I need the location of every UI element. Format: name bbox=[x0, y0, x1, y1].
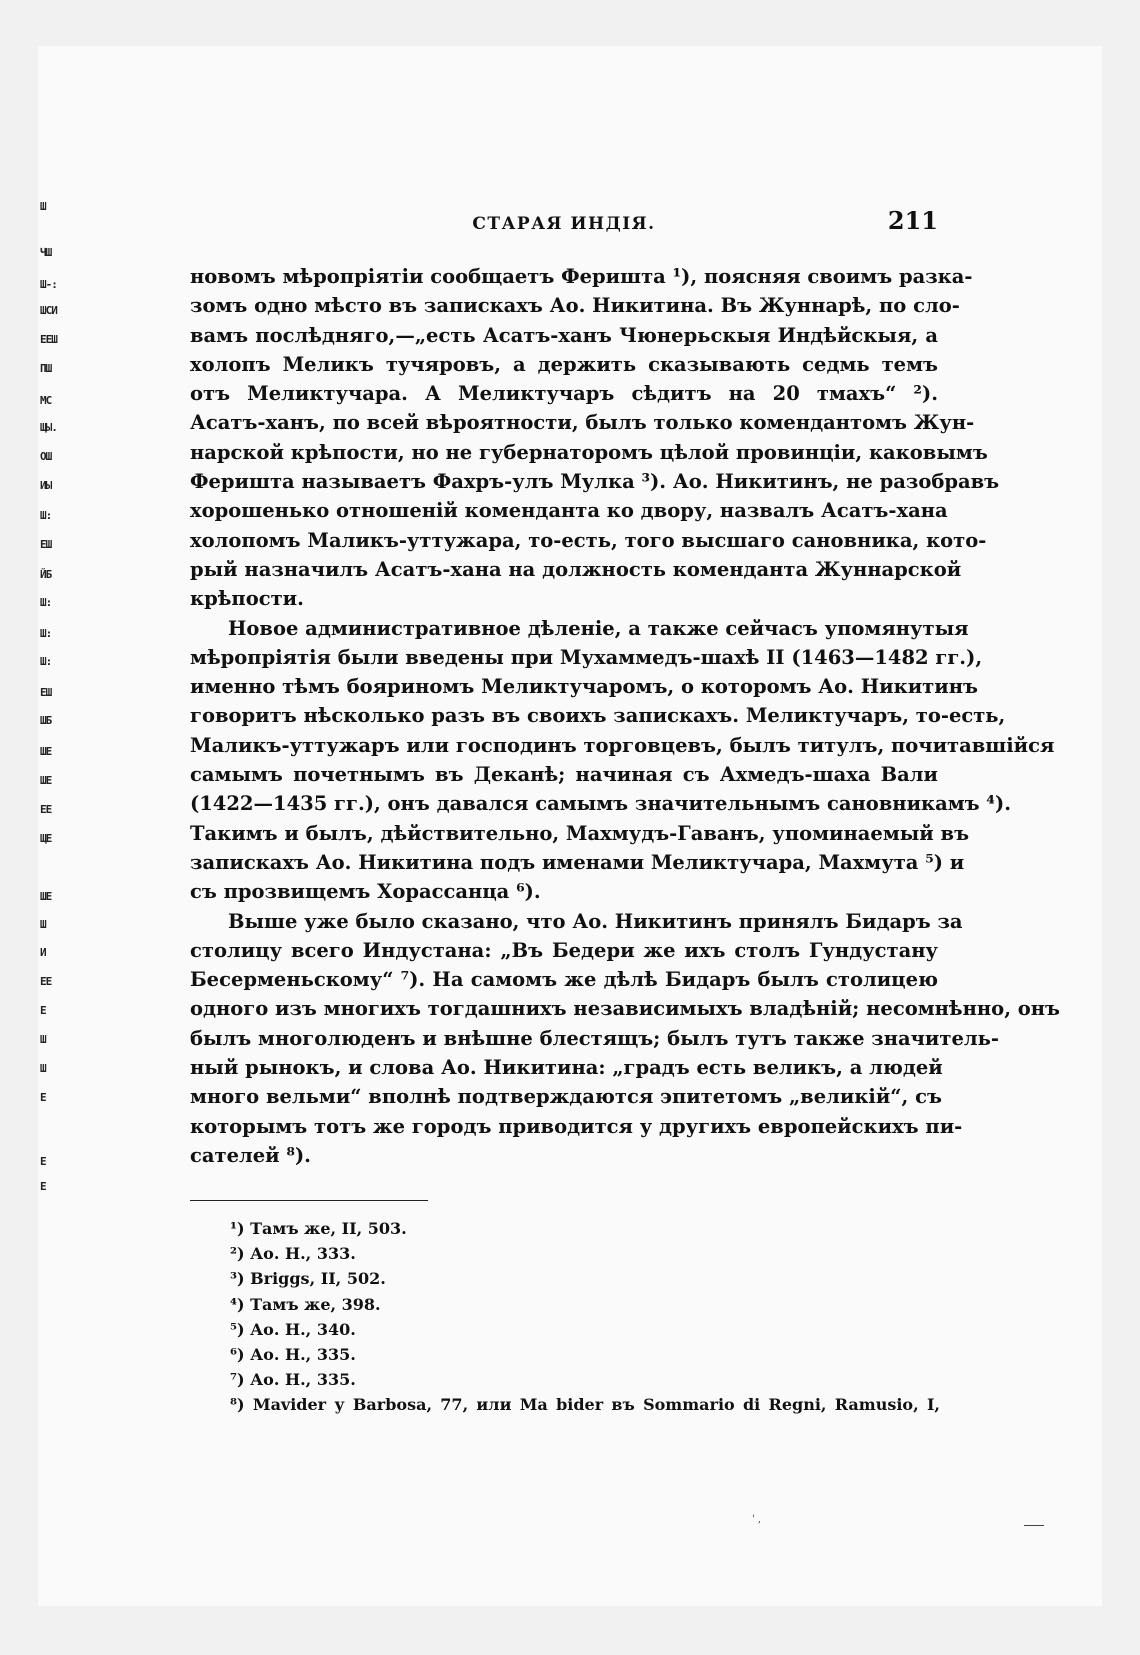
running-title: СТАРАЯ ИНДІЯ. bbox=[472, 214, 656, 234]
text-line: сателей ⁸). bbox=[190, 1143, 311, 1167]
text-line: холопомъ Маликъ-уттужара, то-есть, того высшаго сановника, кото- bbox=[190, 528, 987, 552]
text-line: Бесерменьскому“ ⁷). На самомъ же дѣлѣ Бидаръ былъ столицею bbox=[190, 968, 938, 992]
margin-fragment: Ш bbox=[40, 918, 46, 931]
margin-fragment: Е bbox=[40, 1091, 46, 1104]
margin-fragment: Ш-: bbox=[40, 278, 57, 291]
footnote: ⁸) Mavider у Barbosa, 77, или Ma bider въ Sommario di Regni, Ramusio, I, bbox=[230, 1395, 940, 1415]
footnote: ²) Ао. Н., 333. bbox=[230, 1244, 356, 1264]
footnote: ⁵) Ао. Н., 340. bbox=[230, 1319, 356, 1339]
text-line: съ прозвищемъ Хорассанца ⁶). bbox=[190, 880, 541, 904]
margin-fragment: Ш: bbox=[40, 596, 52, 609]
text-line: Новое административное дѣленіе, а также сейчасъ упомянутыя bbox=[228, 616, 969, 640]
text-line: крѣпости. bbox=[190, 587, 304, 611]
margin-fragment: Ш bbox=[40, 1033, 46, 1046]
margin-fragment: ОШ bbox=[40, 450, 52, 463]
margin-fragment: ИЫ bbox=[40, 479, 52, 492]
margin-fragment: ЩЕ bbox=[40, 832, 52, 845]
footnotes bbox=[230, 1216, 940, 1418]
text-line: рый назначилъ Асатъ-хана на должность коменданта Жуннарской bbox=[190, 557, 962, 581]
margin-fragment: ЕЕ bbox=[40, 975, 52, 988]
text-line: которымъ тотъ же городъ приводится у другихъ европейскихъ пи- bbox=[190, 1114, 963, 1138]
footnote: ⁷) Ао. Н., 335. bbox=[230, 1370, 356, 1390]
text-line: вамъ послѣдняго,—„есть Асатъ-ханъ Чюнерьскыя Индѣйскыя, а bbox=[190, 323, 938, 347]
text-line: отъ Меликтучара. А Меликтучаръ сѣдитъ на 20 тмахъ“ ²). bbox=[190, 382, 938, 406]
text-line: хорошенько отношеній коменданта ко двору, назвалъ Асатъ-хана bbox=[190, 499, 948, 523]
margin-fragment: ЙБ bbox=[40, 568, 52, 581]
text-line: одного изъ многихъ тогдашнихъ независимыхъ владѣній; несомнѣнно, онъ bbox=[190, 997, 1061, 1021]
margin-fragment: ЕЕ bbox=[40, 803, 52, 816]
footnote: ¹) Тамъ же, II, 503. bbox=[230, 1219, 407, 1238]
margin-fragment: ПШ bbox=[40, 362, 52, 375]
margin-fragment: ШСИ bbox=[40, 304, 57, 317]
margin-fragment: Ш: bbox=[40, 655, 52, 668]
margin-fragment: ШЕ bbox=[40, 745, 52, 758]
text-line: зомъ одно мѣсто въ запискахъ Ао. Никитина. Въ Жуннарѣ, по сло- bbox=[190, 294, 960, 318]
text-line: холопъ Меликъ тучяровъ, а держить сказывають седмь темъ bbox=[190, 352, 938, 376]
margin-fragment: Ш: bbox=[40, 509, 52, 522]
margin-fragment: ЧШ bbox=[40, 246, 52, 259]
body-text bbox=[190, 262, 1061, 1170]
margin-fragment: Е bbox=[40, 1004, 46, 1017]
text-line: мѣропріятія были введены при Мухаммедъ-шахѣ II (1463—1482 гг.), bbox=[190, 645, 983, 669]
ink-specks: ' , bbox=[752, 1514, 762, 1525]
margin-fragment: ЕШ bbox=[40, 686, 52, 699]
page-number: 211 bbox=[887, 206, 938, 235]
text-line: (1422—1435 гг.), онъ давался самымъ значительнымъ сановникамъ ⁴). bbox=[190, 792, 1011, 816]
margin-fragment: Ш: bbox=[40, 627, 52, 640]
text-line: Выше уже было сказано, что Ао. Никитинъ принялъ Бидаръ за bbox=[228, 909, 963, 933]
margin-fragment: ЕШ bbox=[40, 538, 52, 551]
footnote-rule bbox=[190, 1200, 428, 1201]
footnote: ⁴) Тамъ же, 398. bbox=[230, 1294, 381, 1314]
margin-fragment: МС bbox=[40, 394, 52, 407]
margin-fragment: ЕЕШ bbox=[40, 333, 57, 346]
ink-dash bbox=[1024, 1525, 1044, 1526]
text-line: говоритъ нѣсколько разъ въ своихъ запискахъ. Меликтучаръ, то-есть, bbox=[190, 704, 1006, 728]
text-line: запискахъ Ао. Никитина подъ именами Меликтучара, Махмута ⁵) и bbox=[190, 850, 965, 874]
margin-fragment: И bbox=[40, 946, 46, 959]
margin-fragment: Ш bbox=[40, 200, 46, 213]
margin-fragment: Ш bbox=[40, 1062, 46, 1075]
text-line: былъ многолюденъ и внѣшне блестящъ; былъ тутъ также значитель- bbox=[190, 1026, 999, 1050]
page-header bbox=[190, 206, 938, 240]
text-line: именно тѣмъ бояриномъ Меликтучаромъ, о которомъ Ао. Никитинъ bbox=[190, 675, 978, 699]
text-line: много вельми“ вполнѣ подтверждаются эпитетомъ „великій“, съ bbox=[190, 1085, 942, 1109]
text-line: Маликъ-уттужаръ или господинъ торговцевъ, былъ титулъ, почитавшійся bbox=[190, 733, 1055, 757]
text-line: Феришта называетъ Фахръ-улъ Мулка ³). Ао. Никитинъ, не разобравъ bbox=[190, 470, 1000, 494]
text-line: новомъ мѣропріятіи сообщаетъ Феришта ¹), поясняя своимъ разка- bbox=[190, 265, 973, 288]
text-line: Асатъ-ханъ, по всей вѣроятности, былъ только комендантомъ Жун- bbox=[190, 411, 975, 435]
text-line: нарской крѣпости, но не губернаторомъ цѣлой провинціи, каковымъ bbox=[190, 440, 988, 464]
text-line: ный рынокъ, и слова Ао. Никитина: „градъ есть великъ, а людей bbox=[190, 1056, 943, 1080]
text-line: Такимъ и былъ, дѣйствительно, Махмудъ-Гаванъ, упоминаемый въ bbox=[190, 821, 970, 845]
margin-fragment: ШЕ bbox=[40, 890, 52, 903]
margin-fragment: Е bbox=[40, 1155, 46, 1168]
text-line: самымъ почетнымъ въ Деканѣ; начиная съ Ахмедъ-шаха Вали bbox=[190, 763, 938, 787]
footnote: ⁶) Ао. Н., 335. bbox=[230, 1344, 356, 1364]
margin-fragment: Е bbox=[40, 1180, 46, 1193]
margin-fragment: ШЕ bbox=[40, 774, 52, 787]
margin-fragment: ЩЫ. bbox=[40, 421, 57, 434]
margin-fragment: ШБ bbox=[40, 714, 52, 727]
text-line: столицу всего Индустана: „Въ Бедери же ихъ столъ Гундустану bbox=[190, 938, 938, 962]
bleed-through-margin bbox=[40, 200, 80, 1260]
footnote: ³) Briggs, II, 502. bbox=[230, 1269, 386, 1289]
